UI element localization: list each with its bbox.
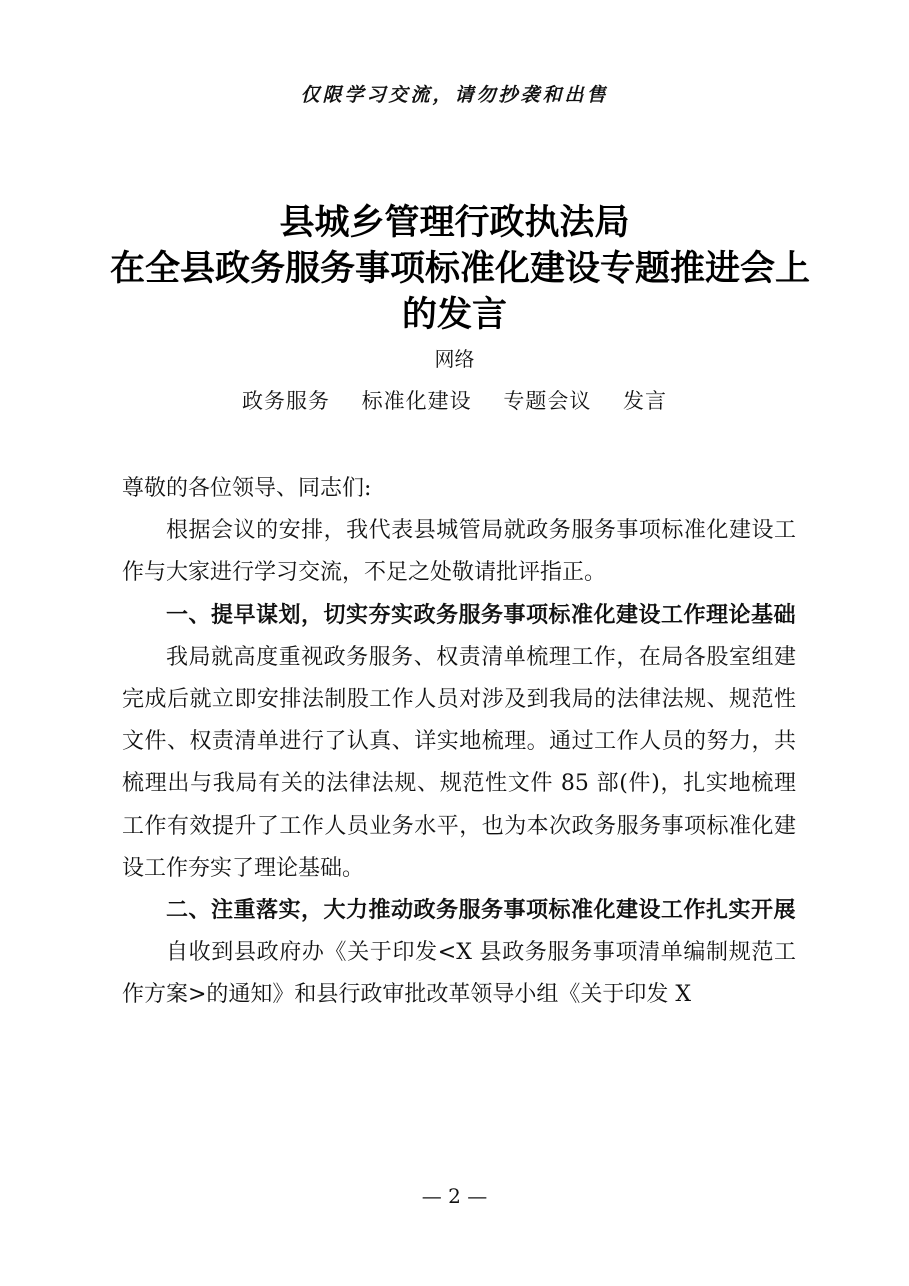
keyword: 标准化建设 [361,389,472,413]
keywords-row [0,385,909,415]
page-number: — 2 — [421,1184,488,1208]
document-body [122,468,796,1017]
document-title [110,200,811,338]
section-heading-1: 一、提早谋划，切实夯实政务服务事项标准化建设工作理论基础 [166,602,797,628]
section-heading-2: 二、注重落实，大力推动政务服务事项标准化建设工作扎实开展 [166,898,797,924]
keyword: 专题会议 [503,389,592,413]
keyword: 政务服务 [241,389,330,413]
section-paragraph-1: 我局就高度重视政务服务、权责清单梳理工作，在局各股室组建完成后就立即安排法制股工作人员对涉及到我局的法律法规、规范性文件、权责清单进行了认真、详实地梳理。通过工作人员的努力，共梳理出与我局有关的法律法规、规范性文件 85 部(件)，扎实地梳理工作有效提升了工作人员业务水平，也为本次政务服务事项标准化建设工作夯实了理论基础。 [122,644,796,881]
title-line-2: 在全县政务服务事项标准化建设专题推进会上 [110,248,811,289]
keyword: 发言 [623,389,668,413]
section-paragraph-2: 自收到县政府办《关于印发<X 县政务服务事项清单编制规范工作方案>的通知》和县行政审批改革领导小组《关于印发 X [122,940,796,1008]
salutation: 尊敬的各位领导、同志们: [122,476,372,501]
title-line-3: 的发言 [401,294,507,335]
intro-paragraph: 根据会议的安排，我代表县城管局就政务服务事项标准化建设工作与大家进行学习交流，不足之处敬请批评指正。 [122,518,796,586]
header-watermark: 仅限学习交流，请勿抄袭和出售 [300,84,609,106]
title-line-1: 县城乡管理行政执法局 [279,202,630,243]
source-label: 网络 [434,347,475,371]
